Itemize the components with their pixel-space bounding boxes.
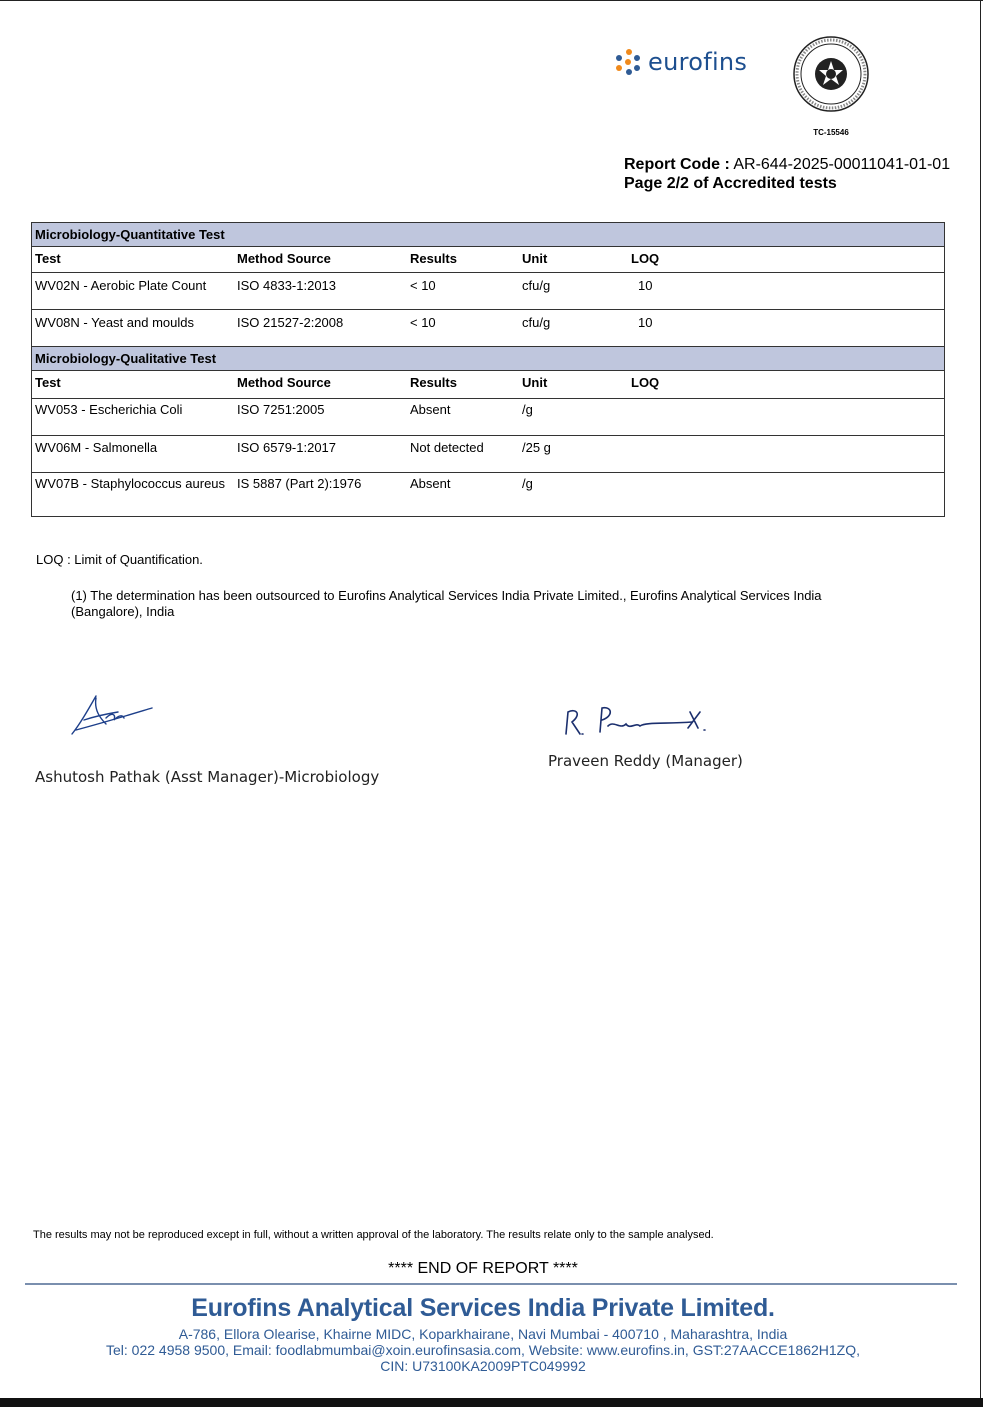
table-row <box>32 273 944 310</box>
cell-result: Absent <box>410 476 451 491</box>
cell-unit: cfu/g <box>522 278 551 293</box>
column-header-unit: Unit <box>522 251 548 266</box>
cell-result: < 10 <box>410 278 436 293</box>
eurofins-logo <box>616 46 747 78</box>
cell-method: ISO 7251:2005 <box>237 402 325 417</box>
company-address: A-786, Ellora Olearise, Khairne MIDC, Koparkhairane, Navi Mumbai - 400710 , Maharashtra, India <box>178 1326 788 1342</box>
section-header-qualitative: Microbiology-Qualitative Test <box>32 347 944 371</box>
cell-loq: 10 <box>638 278 653 293</box>
table-header-row <box>32 247 944 273</box>
end-of-report: **** END OF REPORT **** <box>388 1260 578 1277</box>
cell-test: WV06M - Salmonella <box>35 440 158 455</box>
column-header-test: Test <box>35 375 61 390</box>
page-border-bottom <box>0 1398 983 1407</box>
cell-unit: /g <box>522 402 533 417</box>
column-header-loq: LOQ <box>631 375 660 390</box>
company-contact: Tel: 022 4958 9500, Email: foodlabmumbai@xoin.eurofinsasia.com, Website: www.eurofins.in, GST:27AACCE1862H1ZQ, <box>106 1342 860 1358</box>
signature-right-icon <box>556 700 716 742</box>
cell-result: Absent <box>410 402 451 417</box>
signatory-right-name: Praveen Reddy (Manager) <box>548 752 743 770</box>
cell-test: WV07B - Staphylococcus aureus <box>35 476 226 491</box>
cell-test: WV053 - Escherichia Coli <box>35 402 183 417</box>
cell-result: < 10 <box>410 315 436 330</box>
column-header-method: Method Source <box>237 251 331 266</box>
column-header-test: Test <box>35 251 61 266</box>
table-row <box>32 473 944 516</box>
column-header-results: Results <box>410 375 457 390</box>
table-row <box>32 399 944 436</box>
page-border-right <box>980 0 981 1398</box>
cell-method: ISO 4833-1:2013 <box>237 278 337 293</box>
page-border-top <box>0 0 983 1</box>
cell-method: ISO 21527-2:2008 <box>237 315 344 330</box>
cell-loq: 10 <box>638 315 653 330</box>
column-header-method: Method Source <box>237 375 331 390</box>
cell-result: Not detected <box>410 440 484 455</box>
cell-unit: /25 g <box>522 440 551 455</box>
section-header-quantitative: Microbiology-Quantitative Test <box>32 223 944 247</box>
outsourced-note: (1) The determination has been outsourced to Eurofins Analytical Services India Private Limited., Eurofins Analytical Services India (Bangalore), India <box>71 588 822 619</box>
logo-text: eurofins <box>648 48 748 76</box>
company-cin: CIN: U73100KA2009PTC049992 <box>380 1358 586 1374</box>
report-code-value: AR-644-2025-00011041-01-01 <box>733 156 951 173</box>
cell-method: IS 5887 (Part 2):1976 <box>237 476 362 491</box>
cell-unit: /g <box>522 476 533 491</box>
column-header-loq: LOQ <box>631 251 660 266</box>
logo-dots-icon <box>616 49 642 75</box>
table-header-row <box>32 371 944 399</box>
signatory-left-name: Ashutosh Pathak (Asst Manager)-Microbiology <box>35 768 380 786</box>
disclaimer: The results may not be reproduced except in full, without a written approval of the laboratory. The results relate only to the sample analysed. <box>33 1229 714 1241</box>
footer-divider <box>25 1283 957 1285</box>
results-table <box>31 222 945 517</box>
page-info: Page 2/2 of Accredited tests <box>624 175 837 192</box>
report-code-label: Report Code : <box>624 156 730 173</box>
column-header-results: Results <box>410 251 457 266</box>
column-header-unit: Unit <box>522 375 548 390</box>
cell-test: WV02N - Aerobic Plate Count <box>35 278 207 293</box>
cell-method: ISO 6579-1:2017 <box>237 440 337 455</box>
table-row <box>32 436 944 473</box>
accreditation-seal-icon <box>792 35 870 113</box>
seal-code: TC-15546 <box>813 128 849 137</box>
loq-note: LOQ : Limit of Quantification. <box>36 552 203 567</box>
cell-test: WV08N - Yeast and moulds <box>35 315 194 330</box>
cell-unit: cfu/g <box>522 315 551 330</box>
signature-left-icon <box>66 690 156 740</box>
report-code <box>624 156 950 174</box>
table-row <box>32 310 944 347</box>
company-name: Eurofins Analytical Services India Private Limited. <box>191 1294 775 1322</box>
